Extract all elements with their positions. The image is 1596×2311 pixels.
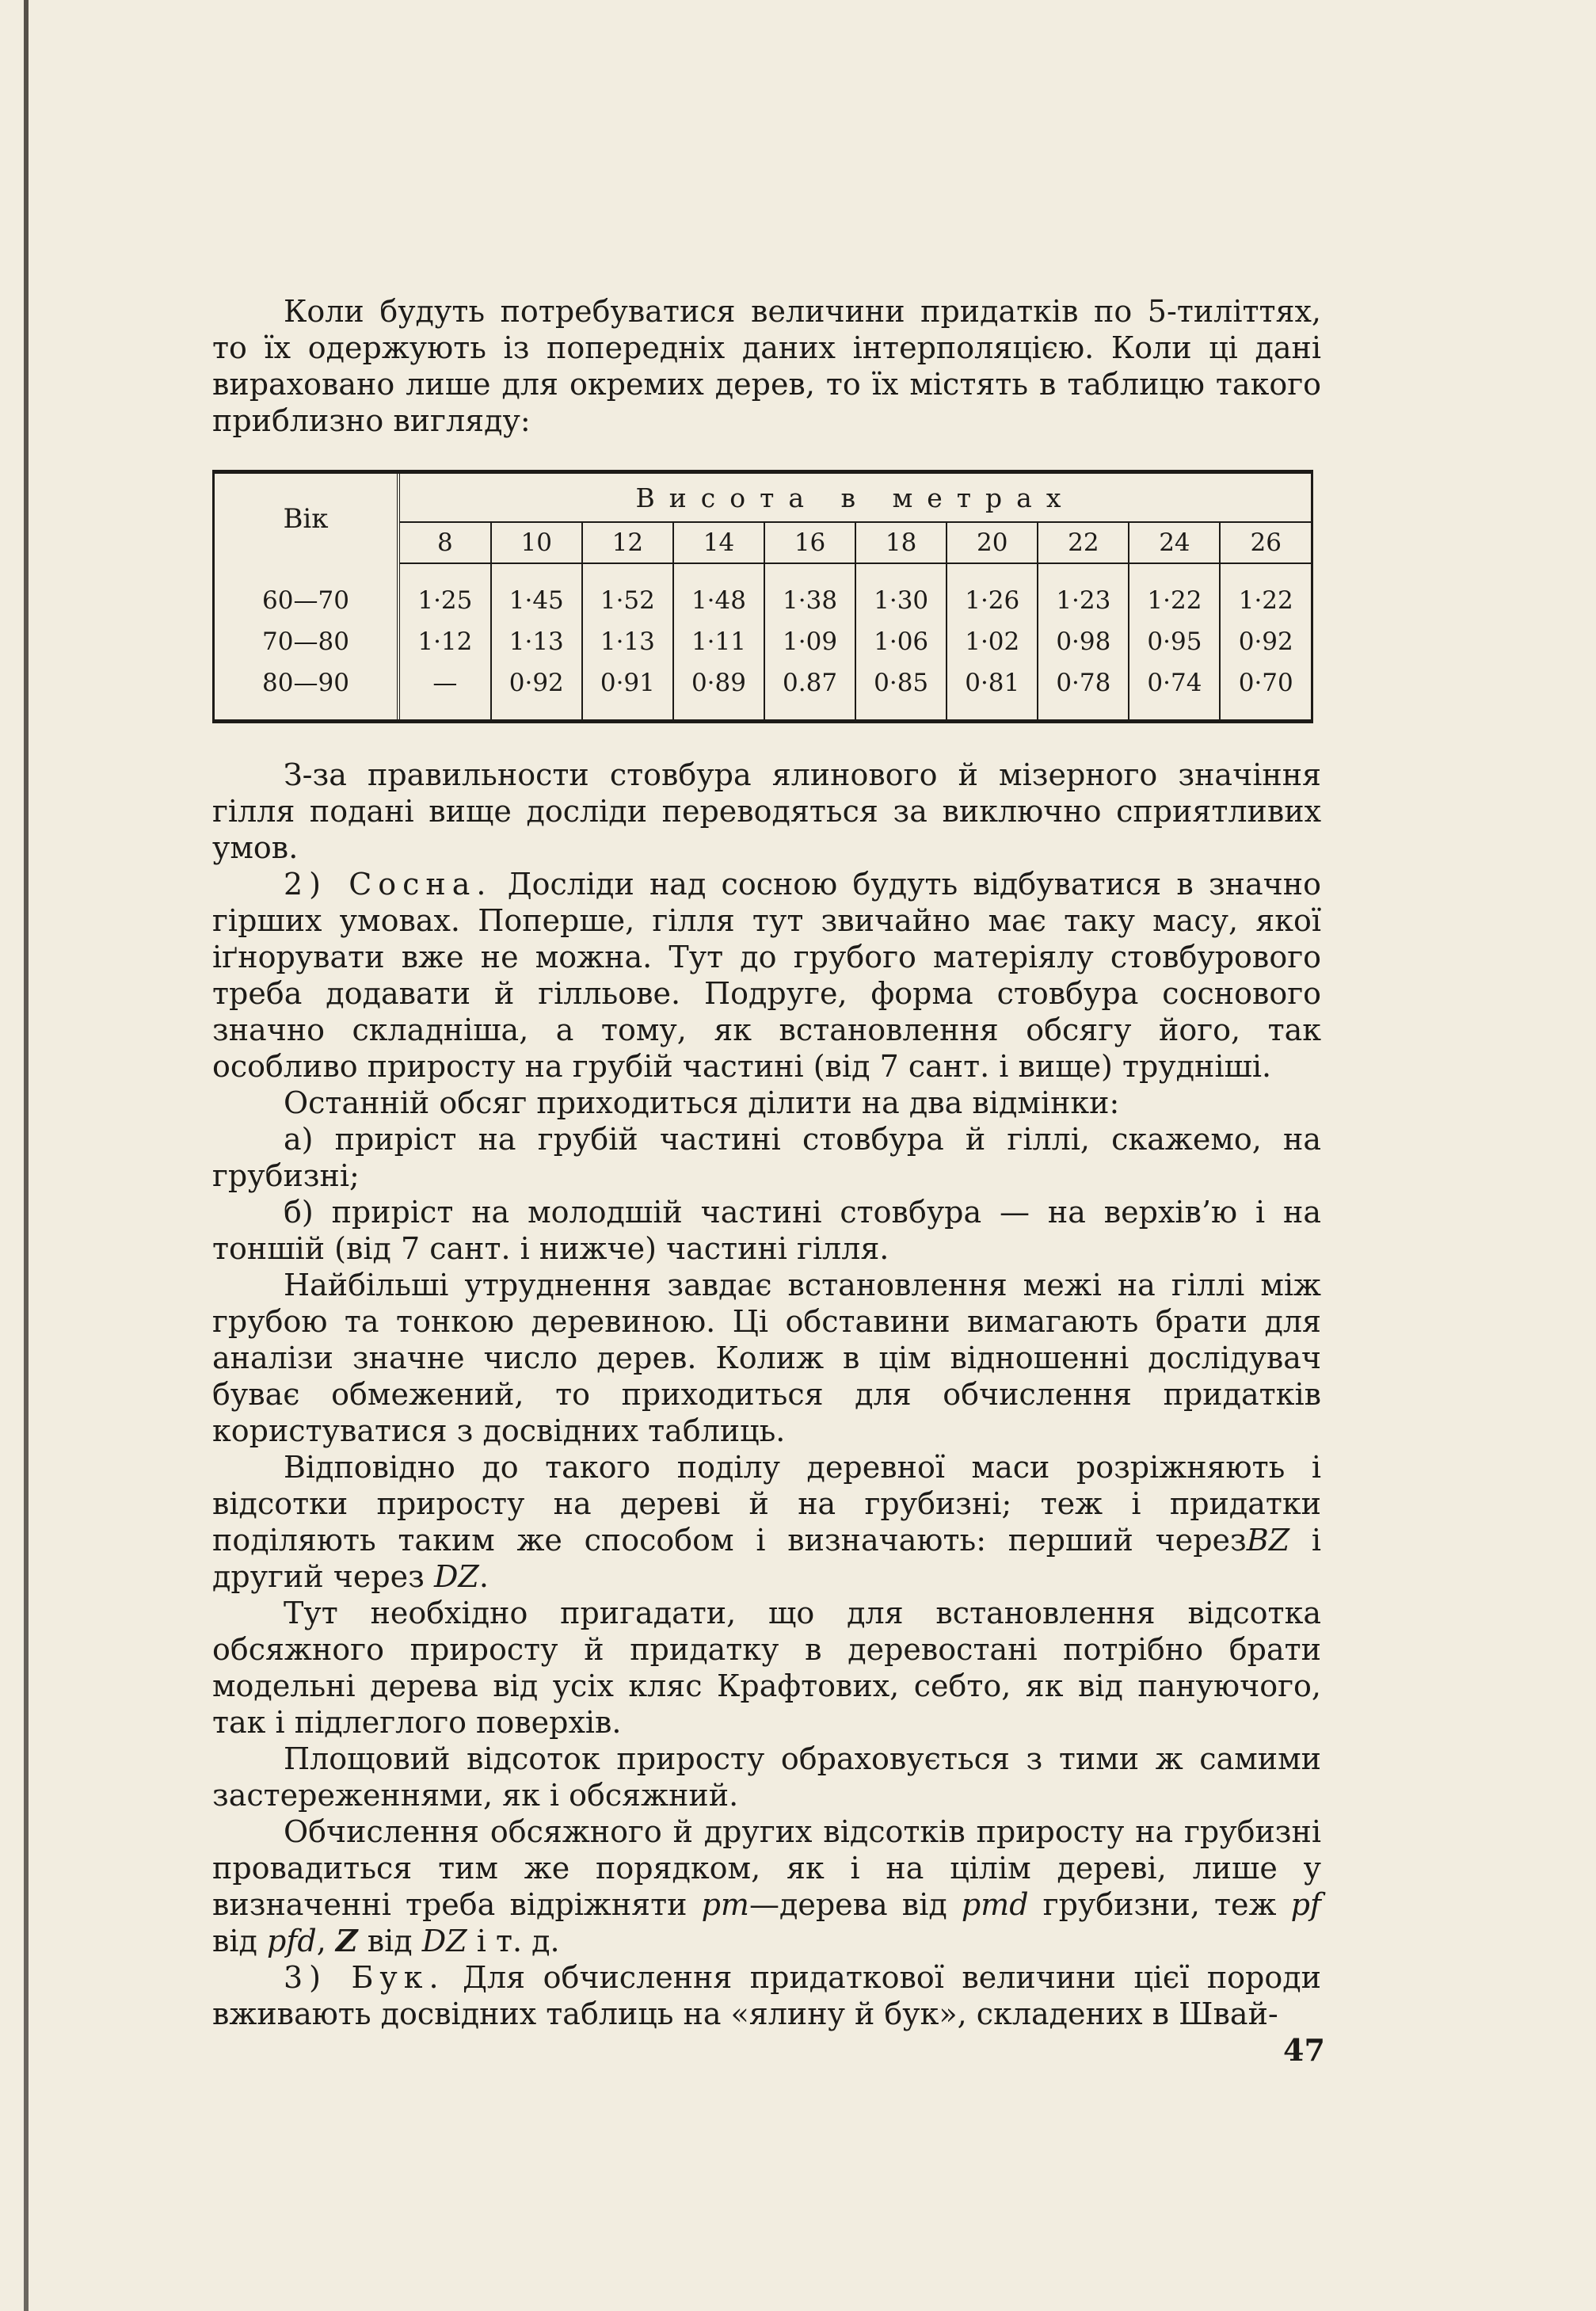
table-cell: 0·89 bbox=[673, 662, 764, 704]
table-cell: 1·11 bbox=[673, 621, 764, 662]
table-cell: 0·70 bbox=[1220, 662, 1312, 704]
table-cell: 1·12 bbox=[417, 627, 473, 656]
formula-symbol: DZ bbox=[433, 1559, 479, 1594]
table-row bbox=[214, 580, 1312, 621]
table-cell: 0·95 bbox=[1129, 621, 1220, 662]
paragraph bbox=[212, 1449, 1321, 1595]
paragraph-text: . bbox=[478, 1559, 489, 1594]
paragraph bbox=[212, 1813, 1321, 1959]
page-number: 47 bbox=[1283, 2032, 1325, 2068]
table-cell: — bbox=[432, 669, 458, 697]
height-col-header: 14 bbox=[673, 522, 764, 563]
table-cell: 1·09 bbox=[764, 621, 855, 662]
table-cell: 0·85 bbox=[855, 662, 947, 704]
paragraph: Останній обсяг приходиться ділити на два відмінки: bbox=[284, 1085, 1120, 1120]
paragraph: Площовий відсоток приросту обраховується з тими ж самими застереженнями, як і обсяжний. bbox=[212, 1741, 1321, 1813]
table-cell: 0.87 bbox=[764, 662, 855, 704]
table-cell: 1·52 bbox=[582, 580, 673, 621]
intro-paragraph: Коли будуть потребуватися величини придатків по 5-тиліттях, то їх одержують із попередніх даних інтерполяцією. Коли ці дані вираховано лише для окремих дерев, то їх містять в таблицю такого приблизно вигляду: bbox=[212, 294, 1321, 438]
table-row bbox=[214, 662, 1312, 704]
height-col-header: 26 bbox=[1220, 522, 1312, 563]
height-col-header: 24 bbox=[1129, 522, 1220, 563]
height-col-header: 22 bbox=[1038, 522, 1129, 563]
paragraph: Тут необхідно пригадати, що для встановлення відсотка обсяжного приросту й придатку в деревостані потрібно брати модельні дерева від усіх кляс Крафтових, себто, як від пануючого, так і підлеглого поверхів. bbox=[212, 1596, 1321, 1740]
table-cell: 1·30 bbox=[855, 580, 947, 621]
table-cell: 0·92 bbox=[1220, 621, 1312, 662]
paragraph-text: Досліди над сосною будуть відбуватися в значно гірших умовах. Поперше, гілля тут звичайно має таку масу, якої іґнорувати вже не можна. Тут до грубого матеріялу стовбурового треба додавати й гілльове. Подруге, форма стовбура соснового значно складніша, а тому, як встановлення обсягу його, так особливо приросту на грубій частині (від 7 сант. і вище) трудніші. bbox=[212, 867, 1321, 1084]
formula-symbol: pmd bbox=[961, 1887, 1029, 1922]
table-cell: 1·38 bbox=[764, 580, 855, 621]
paragraph bbox=[212, 866, 1321, 1085]
formula-symbol: BZ bbox=[1246, 1523, 1290, 1558]
paragraph: б) приріст на молодшій частині стовбура — на верхів’ю і на тоншій (від 7 сант. і нижче) частині гілля. bbox=[212, 1195, 1321, 1266]
table-cell: 0·92 bbox=[491, 662, 582, 704]
paragraph-text: грубизни, теж bbox=[1028, 1887, 1291, 1922]
height-col-header: 16 bbox=[764, 522, 855, 563]
height-col-header: 12 bbox=[582, 522, 673, 563]
scan-edge-line bbox=[24, 0, 29, 2311]
intro-block bbox=[212, 293, 1321, 439]
paragraph-text: , bbox=[316, 1924, 336, 1958]
table-age-header: Вік bbox=[214, 472, 399, 564]
section-label: 3) Бук. bbox=[284, 1960, 445, 1995]
paragraph-text: і другий через bbox=[212, 1523, 1321, 1594]
paragraph-text: —дерева від bbox=[748, 1887, 962, 1922]
formula-symbol: pm bbox=[701, 1887, 749, 1922]
row-age: 60—70 bbox=[214, 580, 399, 621]
table-cell: 1·45 bbox=[491, 580, 582, 621]
table-cell: 0·91 bbox=[582, 662, 673, 704]
row-age: 80—90 bbox=[214, 662, 399, 704]
row-age: 70—80 bbox=[214, 621, 399, 662]
table-cell: 0·98 bbox=[1038, 621, 1129, 662]
table-row bbox=[214, 621, 1312, 662]
paragraph-text: Для обчислення придаткової величини цієї породи вживають досвідних таблиць на «ялину й бук», складених в Швай- bbox=[212, 1960, 1321, 2031]
table-cell: 1·23 bbox=[1038, 580, 1129, 621]
paragraph-text: Відповідно до такого поділу деревної маси розріжняють і відсотки приросту на дереві й на грубизні; теж і придатки поділяють таким же способом і визначають: перший через bbox=[212, 1450, 1321, 1558]
table-cell: 0·78 bbox=[1038, 662, 1129, 704]
formula-symbol: pfd bbox=[267, 1924, 317, 1958]
table-cell: 1·25 bbox=[417, 586, 473, 615]
body-text bbox=[212, 757, 1321, 2032]
height-col-header: 8 bbox=[398, 522, 491, 563]
table-cell: 1·13 bbox=[491, 621, 582, 662]
height-col-header: 20 bbox=[947, 522, 1038, 563]
formula-symbol: pf bbox=[1290, 1887, 1321, 1922]
paragraph: З-за правильности стовбура ялинового й мізерного значіння гілля подані вище досліди переводяться за виключно сприятливих умов. bbox=[212, 757, 1321, 865]
table-cell: 0·81 bbox=[947, 662, 1038, 704]
table-height-group-header: Висота в метрах bbox=[398, 472, 1312, 523]
paragraph: а) приріст на грубій частині стовбура й гіллі, скажемо, на грубизні; bbox=[212, 1122, 1321, 1193]
formula-symbol: Z bbox=[335, 1923, 358, 1958]
table-cell: 1·26 bbox=[947, 580, 1038, 621]
height-col-header: 10 bbox=[491, 522, 582, 563]
table-cell: 1·13 bbox=[582, 621, 673, 662]
height-col-header: 18 bbox=[855, 522, 947, 563]
table-cell: 1·06 bbox=[855, 621, 947, 662]
table-cell: 1·02 bbox=[947, 621, 1038, 662]
section-label: 2) Сосна. bbox=[284, 867, 493, 902]
table-cell: 0·74 bbox=[1129, 662, 1220, 704]
paragraph-text: Обчислення обсяжного й других відсотків приросту на грубизні провадиться тим же порядком, як і на цілім дереві, лише у визначенні треба відріжняти bbox=[212, 1814, 1321, 1922]
formula-symbol: DZ bbox=[421, 1924, 467, 1958]
table-cell: 1·48 bbox=[673, 580, 764, 621]
paragraph-text: від bbox=[212, 1924, 268, 1958]
table-cell: 1·22 bbox=[1129, 580, 1220, 621]
paragraph-text: від bbox=[357, 1924, 422, 1958]
paragraph: Найбільші утруднення завдає встановлення межі на гіллі між грубою та тонкою деревиною. Ці обставини вимагають брати для аналізи значне число дерев. Колиж в цім відношенні дослідувач буває обмежений, то приходиться для обчислення придатків користуватися з досвідних таблиць. bbox=[212, 1268, 1321, 1448]
table-cell: 1·22 bbox=[1220, 580, 1312, 621]
paragraph-text: і т. д. bbox=[467, 1924, 560, 1958]
paragraph bbox=[212, 1959, 1321, 2032]
height-age-table bbox=[212, 470, 1313, 723]
